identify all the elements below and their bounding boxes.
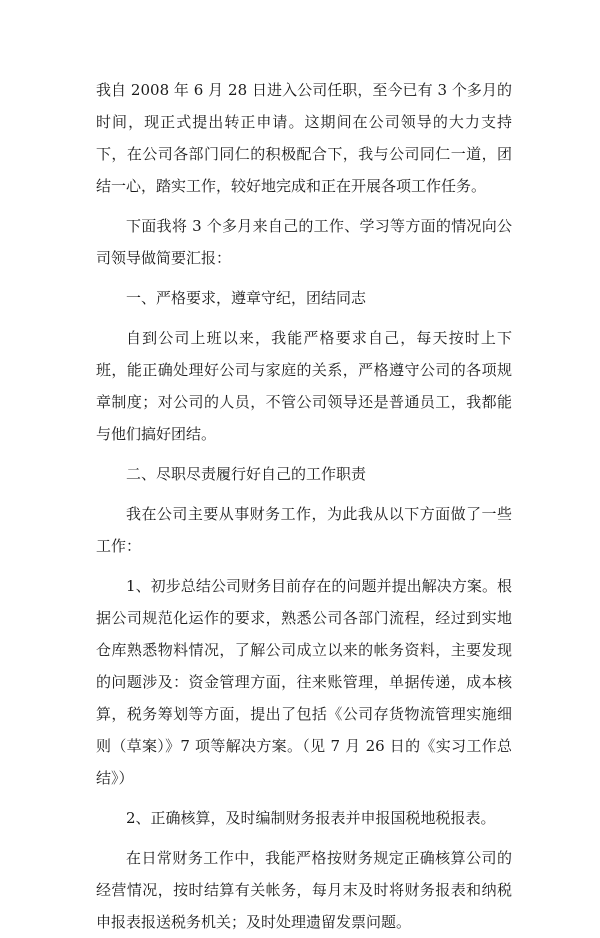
list-item-2: 2、正确核算，及时编制财务报表并申报国税地税报表。 xyxy=(126,809,496,827)
paragraph-report-intro: 下面我将 3 个多月来自己的工作、学习等方面的情况向公司领导做简要汇报： xyxy=(96,217,512,267)
paragraph-section-1-body: 自到公司上班以来，我能严格要求自己，每天按时上下班，能正确处理好公司与家庭的关系，严格遵守公司的各项规章制度；对公司的人员，不管公司领导还是普通员工，我都能与他们搞好团结。 xyxy=(96,329,512,443)
list-item-1: 1、初步总结公司财务目前存在的问题并提出解决方案。根据公司规范化运作的要求，熟悉公司各部门流程，经过到实地仓库熟悉物料情况，了解公司成立以来的帐务资料，主要发现的问题涉及：资金管理方面，往来账管理，单据传递，成本核算，税务筹划等方面，提出了包括《公司存货物流管理实施细则（草案）》7 项等解决方案。（见 7 月 26 日的《实习工作总结》） xyxy=(96,577,512,787)
paragraph-item-2-body: 在日常财务工作中，我能严格按财务规定正确核算公司的经营情况，按时结算有关帐务，每月末及时将财务报表和纳税申报表报送税务机关；及时处理遗留发票问题。 xyxy=(96,849,512,931)
paragraph-intro: 我自 2008 年 6 月 28 日进入公司任职，至今已有 3 个多月的时间，现正式提出转正申请。这期间在公司领导的大力支持下，在公司各部门同仁的积极配合下，我与公司同仁一道，团结一心，踏实工作，较好地完成和正在开展各项工作任务。 xyxy=(96,81,512,195)
paragraph-section-2-intro: 我在公司主要从事财务工作，为此我从以下方面做了一些工作： xyxy=(96,505,512,555)
section-heading-2: 二、尽职尽责履行好自己的工作职责 xyxy=(126,465,367,483)
section-heading-1: 一、严格要求，遵章守纪，团结同志 xyxy=(126,289,367,307)
